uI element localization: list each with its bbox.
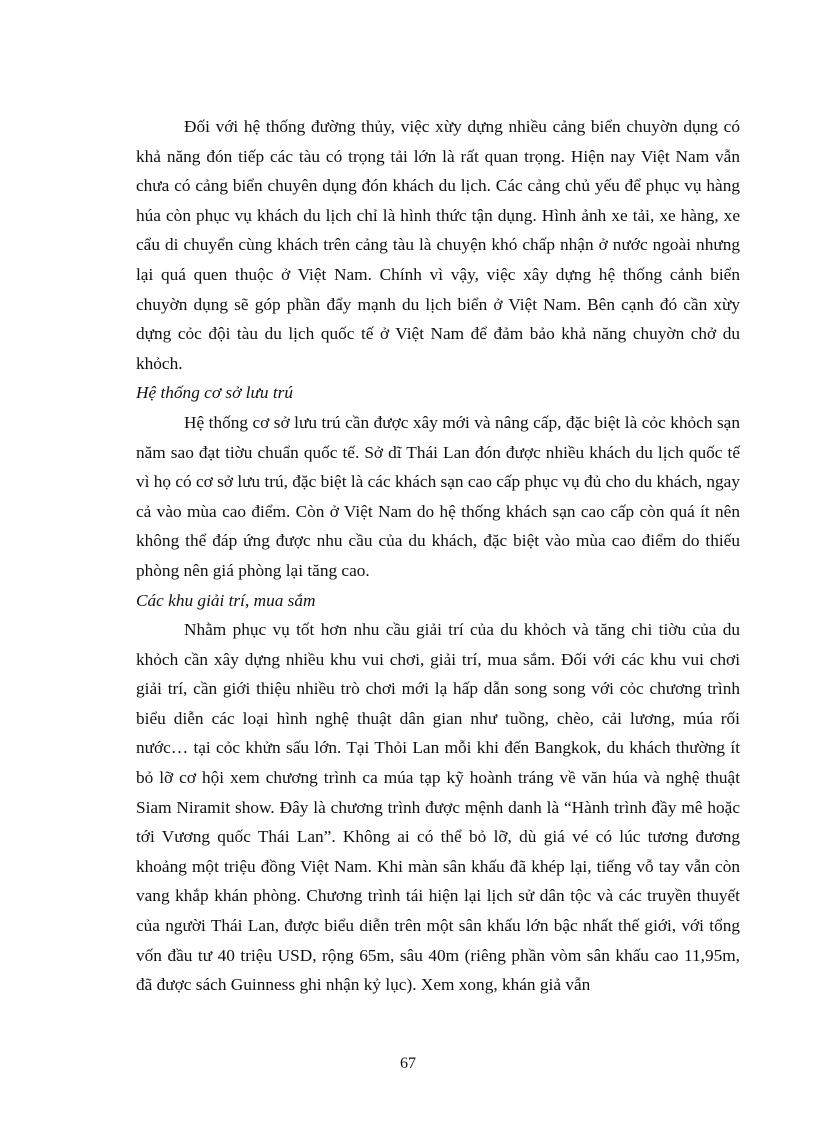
- paragraph-waterway-ports: Đối với hệ thống đường thủy, việc xừy dựng nhiều cảng biển chuyờn dụng có khả năng đón tiếp các tàu có trọng tải lớn là rất quan trọng. Hiện nay Việt Nam vẫn chưa có cảng biển chuyên dụng đón khách du lịch. Các cảng chủ yếu để phục vụ hàng húa còn phục vụ khách du lịch chỉ là hình thức tận dụng. Hình ảnh xe tải, xe hàng, xe cẩu di chuyển cùng khách trên cảng tàu là chuyện khó chấp nhận ở nước ngoài nhưng lại quá quen thuộc ở Việt Nam. Chính vì vậy, việc xây dựng hệ thống cảnh biển chuyờn dụng sẽ góp phần đẩy mạnh du lịch biển ở Việt Nam. Bên cạnh đó cần xừy dựng cỏc đội tàu du lịch quốc tế ở Việt Nam để đảm bảo khả năng chuyờn chở du khỏch.: [136, 117, 740, 373]
- section-heading-entertainment: Các khu giải trí, mua sắm: [136, 590, 316, 610]
- page-content: [136, 112, 740, 1000]
- page-number: 67: [400, 1055, 416, 1072]
- paragraph-entertainment: Nhằm phục vụ tốt hơn nhu cầu giải trí của du khỏch và tăng chi tiờu của du khỏch cần xây dựng nhiều khu vui chơi, giải trí, mua sắm. Đối với các khu vui chơi giải trí, cần giới thiệu nhiều trò chơi mới lạ hấp dẫn song song với cỏc chương trình biểu diễn các loại hình nghệ thuật dân gian như tuồng, chèo, cải lương, múa rối nước… tại cỏc khửn sấu lớn. Tại Thỏi Lan mỗi khi đến Bangkok, du khách thường ít bỏ lỡ cơ hội xem chương trình ca múa tạp kỹ hoành tráng về văn húa và nghệ thuật Siam Niramit show. Đây là chương trình được mệnh danh là “Hành trình đầy mê hoặc tới Vương quốc Thái Lan”. Không ai có thể bỏ lỡ, dù giá vé có lúc tương đương khoảng một triệu đồng Việt Nam. Khi màn sân khấu đã khép lại, tiếng vỗ tay vẫn còn vang khắp khán phòng. Chương trình tái hiện lại lịch sử dân tộc và các truyền thuyết của người Thái Lan, được biểu diễn trên một sân khấu lớn bậc nhất thế giới, với tổng vốn đầu tư 40 triệu USD, rộng 65m, sâu 40m (riêng phần vòm sân khấu cao 11,95m, đã được sách Guinness ghi nhận kỷ lục). Xem xong, khán giả vẫn: [136, 620, 740, 995]
- section-heading-accommodation: Hệ thống cơ sở lưu trú: [136, 383, 293, 403]
- paragraph-accommodation: Hệ thống cơ sở lưu trú cần được xây mới và nâng cấp, đặc biệt là cỏc khỏch sạn năm sao đạt tiờu chuẩn quốc tế. Sở dĩ Thái Lan đón được nhiều khách du lịch quốc tế vì họ có cơ sở lưu trú, đặc biệt là các khách sạn cao cấp phục vụ đủ cho du khách, ngay cả vào mùa cao điểm. Còn ở Việt Nam do hệ thống khách sạn cao cấp còn quá ít nên không thể đáp ứng được nhu cầu của du khách, đặc biệt vào mùa cao điểm do thiếu phòng nên giá phòng lại tăng cao.: [136, 412, 740, 580]
